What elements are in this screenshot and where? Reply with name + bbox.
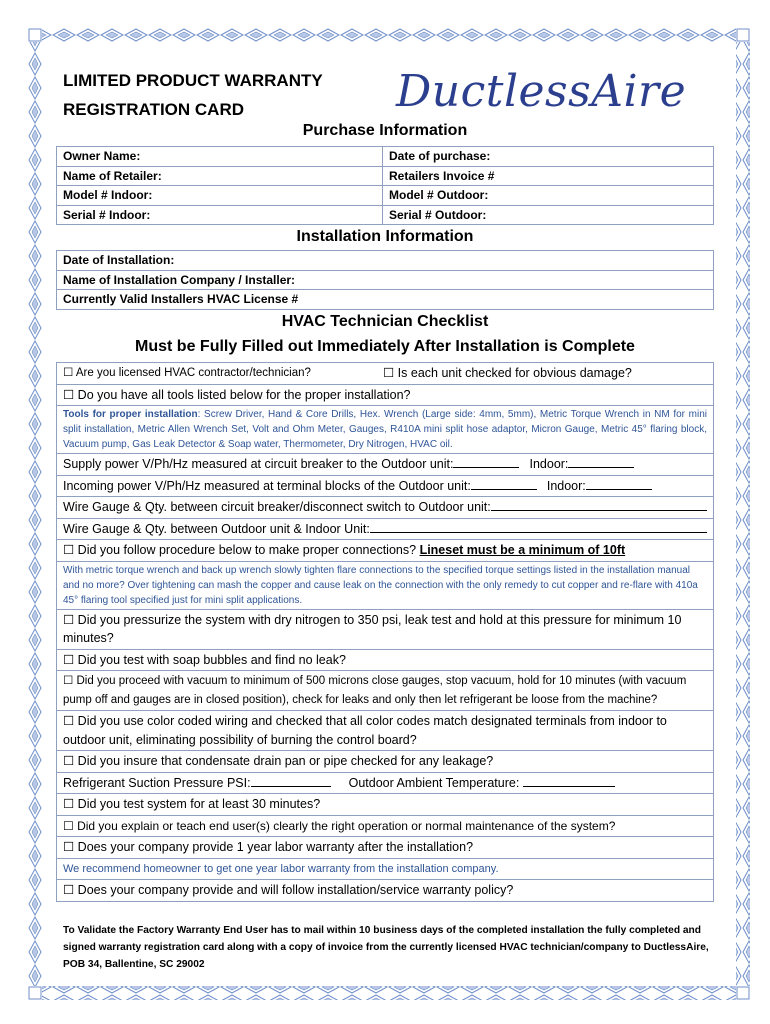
purchase-heading: Purchase Information xyxy=(302,122,468,139)
ambient-temp-label: Outdoor Ambient Temperature: xyxy=(348,775,520,790)
title-line-2: REGISTRATION CARD xyxy=(63,100,245,119)
checklist-subheading: Must be Fully Filled out Immediately After Installation is Complete xyxy=(135,338,635,355)
tools-list xyxy=(57,406,713,454)
purchase-table xyxy=(56,146,714,225)
model-outdoor-field[interactable]: Model # Outdoor: xyxy=(383,186,714,206)
torque-note: With metric torque wrench and back up wrench slowly tighten flare connections to the specified torque settings listed in the installation manual and no more? Over tightening can mash the copper and cause leak on the connection with the only remedy to cut copper and re-flare with 410a 45° flaring tool specified just for mini split applications. xyxy=(57,562,713,610)
lineset-requirement: Lineset must be a minimum of 10ft xyxy=(419,543,626,557)
supply-power-label: Supply power V/Ph/Hz measured at circuit breaker to the Outdoor unit: xyxy=(63,457,454,471)
wire-gauge-2-blank[interactable] xyxy=(370,520,707,533)
incoming-indoor-blank[interactable] xyxy=(586,477,652,490)
labor-warranty-checkbox[interactable]: ☐ Does your company provide 1 year labor warranty after the installation? xyxy=(57,837,713,859)
wiring-checkbox[interactable]: ☐ Did you use color coded wiring and checked that all color codes match designated terminals from indoor to outdoor unit, eliminating possibility of burning the control board? xyxy=(57,711,713,751)
pressure-temp-row xyxy=(57,773,713,795)
explain-checkbox[interactable]: ☐ Did you explain or teach end user(s) clearly the right operation or normal maintenance of the system? xyxy=(57,816,713,838)
supply-indoor-label: Indoor: xyxy=(529,457,569,471)
warranty-policy-checkbox[interactable]: ☐ Does your company provide and will follow installation/service warranty policy? xyxy=(63,883,514,897)
retailer-name-field[interactable]: Name of Retailer: xyxy=(57,166,383,186)
serial-outdoor-field[interactable]: Serial # Outdoor: xyxy=(383,205,714,225)
incoming-power-row xyxy=(57,476,713,498)
ambient-temp-blank[interactable] xyxy=(523,774,615,787)
pressurize-checkbox[interactable]: ☐ Did you pressurize the system with dry nitrogen to 350 psi, leak test and hold at this pressure for minimum 10 minutes? xyxy=(57,610,713,650)
procedure-checkbox[interactable]: ☐ Did you follow procedure below to make proper connections? xyxy=(63,543,417,557)
checklist-heading: HVAC Technician Checklist xyxy=(281,313,489,330)
table-row xyxy=(57,290,714,310)
validation-footer: To Validate the Factory Warranty End User has to mail within 10 business days of the completed installation the fully completed and signed warranty registration card along with a copy of invoice from the currently licensed HVAC technician/company to DuctlessAire, POB 34, Ballentine, SC 29002 xyxy=(63,925,709,970)
wire-gauge-1-label: Wire Gauge & Qty. between circuit breaker/disconnect switch to Outdoor unit: xyxy=(63,500,491,514)
soap-test-checkbox[interactable]: ☐ Did you test with soap bubbles and find no leak? xyxy=(57,650,713,672)
tools-label: Tools for proper installation xyxy=(63,409,198,420)
tools-checkbox[interactable]: ☐ Do you have all tools listed below for the proper installation? xyxy=(57,385,713,407)
retailer-invoice-field[interactable]: Retailers Invoice # xyxy=(383,166,714,186)
incoming-indoor-label: Indoor: xyxy=(546,478,586,493)
wire-gauge-row-1 xyxy=(57,497,713,519)
brand-logo: DuctlessAire xyxy=(396,66,687,117)
suction-pressure-label: Refrigerant Suction Pressure PSI: xyxy=(63,775,251,790)
table-row xyxy=(57,186,714,206)
damage-checkbox[interactable]: ☐ Is each unit checked for obvious damage? xyxy=(383,366,632,380)
hvac-license-field[interactable]: Currently Valid Installers HVAC License # xyxy=(57,290,714,310)
procedure-row xyxy=(57,540,713,562)
supply-outdoor-blank[interactable] xyxy=(453,455,519,468)
table-row xyxy=(57,147,714,167)
tools-text: : Screw Driver, Hand & Core Drills, Hex. Wrench (Large side: 4mm, 5mm), Metric Torque Wrench in NM for mini split installation, Metric Allen Wrench Set, Volt and Ohm Meter, Gauges, R410A mini split hose adaptor, Micron Gauge, Metric 45° flaring block, Vacuum pump, Gas Leak Detector & Soap water, Thermometer, Dry Nitrogen, HVAC oil. xyxy=(63,409,707,450)
date-of-purchase-field[interactable]: Date of purchase: xyxy=(383,147,714,167)
installation-table xyxy=(56,250,714,310)
labor-recommendation: We recommend homeowner to get one year labor warranty from the installation company. xyxy=(57,859,713,881)
table-row xyxy=(57,251,714,271)
wire-gauge-2-label: Wire Gauge & Qty. between Outdoor unit & Indoor Unit: xyxy=(63,521,370,536)
installer-company-field[interactable]: Name of Installation Company / Installer: xyxy=(57,270,714,290)
date-of-installation-field[interactable]: Date of Installation: xyxy=(57,251,714,271)
incoming-power-label: Incoming power V/Ph/Hz measured at terminal blocks of the Outdoor unit: xyxy=(63,478,471,493)
table-row xyxy=(57,270,714,290)
supply-indoor-blank[interactable] xyxy=(568,455,634,468)
checklist-row-license xyxy=(57,363,713,385)
incoming-outdoor-blank[interactable] xyxy=(471,477,537,490)
card-title xyxy=(63,66,323,124)
drain-checkbox[interactable]: ☐ Did you insure that condensate drain pan or pipe checked for any leakage? xyxy=(57,751,713,773)
table-row xyxy=(57,166,714,186)
table-row xyxy=(57,205,714,225)
supply-power-row xyxy=(57,454,713,476)
vacuum-checkbox[interactable]: ☐ Did you proceed with vacuum to minimum of 500 microns close gauges, stop vacuum, hold for 10 minutes (with vacuum pump off and gauges are in closed position), check for leaks and only then let refrigerant be loose from the machine? xyxy=(57,671,713,711)
suction-pressure-blank[interactable] xyxy=(251,774,331,787)
technician-checklist xyxy=(56,362,714,902)
model-indoor-field[interactable]: Model # Indoor: xyxy=(57,186,383,206)
test-30min-checkbox[interactable]: ☐ Did you test system for at least 30 minutes? xyxy=(57,794,713,816)
licensed-checkbox[interactable]: ☐ Are you licensed HVAC contractor/technician? xyxy=(63,367,311,379)
title-line-1: LIMITED PRODUCT WARRANTY xyxy=(63,71,323,90)
installation-heading: Installation Information xyxy=(296,228,474,245)
wire-gauge-row-2 xyxy=(57,519,713,541)
serial-indoor-field[interactable]: Serial # Indoor: xyxy=(57,205,383,225)
wire-gauge-1-blank[interactable] xyxy=(491,498,707,511)
owner-name-field[interactable]: Owner Name: xyxy=(57,147,383,167)
